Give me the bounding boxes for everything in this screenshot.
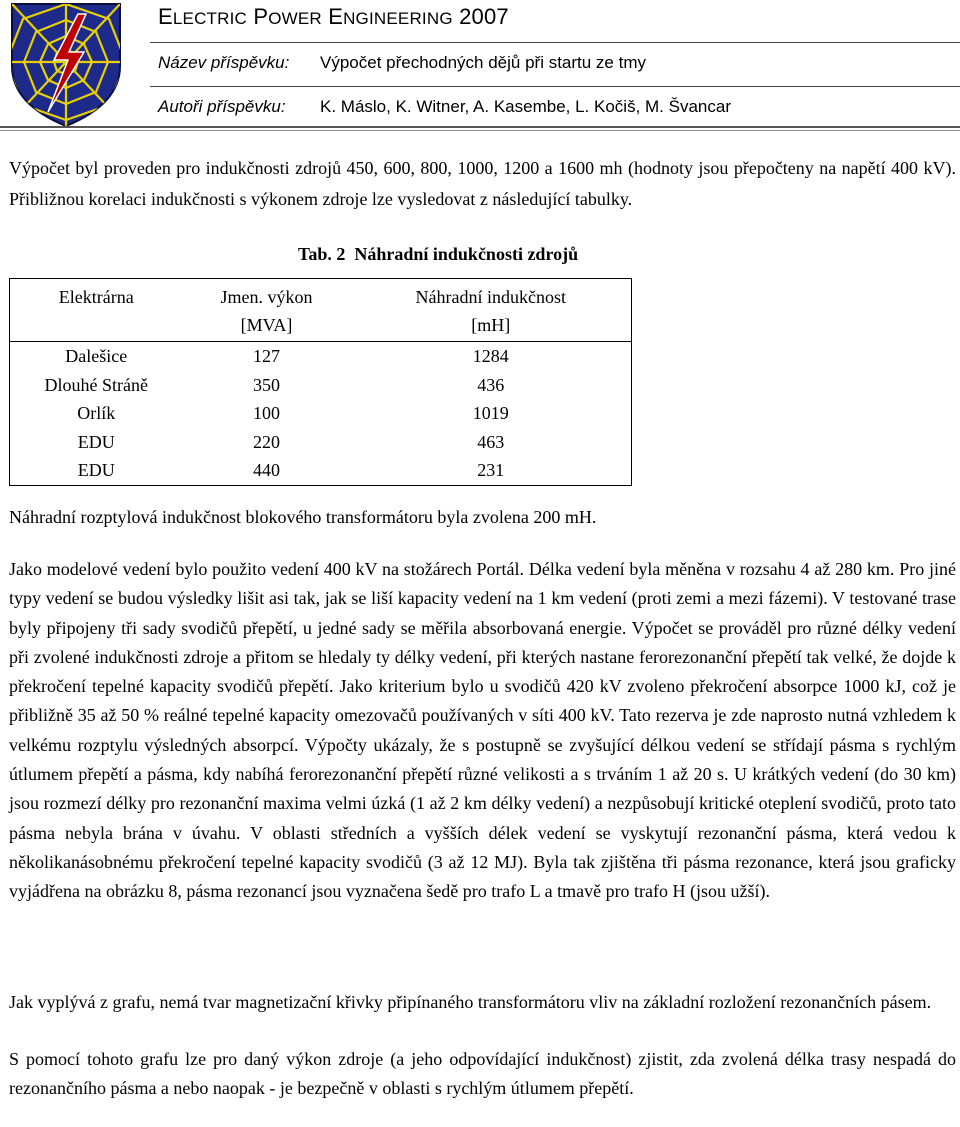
table-cell: 127 — [253, 346, 280, 366]
table-row — [10, 456, 632, 485]
paper-title: Výpočet přechodných dějů při startu ze tmy — [320, 53, 646, 72]
column-header-unit: [mH] — [471, 315, 511, 335]
table-row — [10, 428, 632, 457]
column-header-rated-power — [183, 279, 351, 342]
column-header-unit: [MVA] — [240, 315, 293, 335]
paper-title-label: Název příspěvku: — [158, 53, 290, 72]
table-cell: 440 — [253, 460, 280, 480]
table-cell: 231 — [477, 460, 505, 480]
column-header-line: Elektrárna — [58, 287, 134, 307]
table-cell: 1284 — [472, 346, 509, 366]
column-header-inductance — [351, 279, 632, 342]
table-header-row — [10, 279, 632, 342]
source-inductance-table — [9, 278, 632, 486]
column-header-line — [10, 311, 183, 339]
paragraph-graph-note: Jak vyplývá z grafu, nemá tvar magnetizační křivky připínaného transformátoru vliv na základní rozložení rezonančních pásem. — [9, 992, 932, 1012]
table-caption-text: Náhradní indukčnosti zdrojů — [354, 244, 579, 264]
conference-title: ELECTRIC POWER ENGINEERING 2007 — [158, 4, 509, 29]
table-cell: Orlík — [77, 403, 116, 423]
table-cell: 463 — [477, 431, 505, 452]
paragraph-conclusion: S pomocí tohoto grafu lze pro daný výkon zdroje (a jeho odpovídající indukčnost) zjistit, zda zvolená délka trasy nespadá do rezonančního pásma a nebo naopak - je bezpečně v oblasti s rychlým útlumem přepětí. — [9, 1049, 956, 1099]
table-cell: Dlouhé Stráně — [44, 374, 148, 395]
column-header-plant — [10, 279, 183, 342]
table-row — [10, 399, 632, 428]
spiderweb-lightning-shield-logo — [6, 0, 126, 128]
header-bottom-rule — [0, 126, 960, 128]
header-divider — [150, 42, 960, 43]
table-cell: EDU — [77, 460, 115, 480]
authors-label: Autoři příspěvku: — [158, 97, 286, 116]
authors: K. Máslo, K. Witner, A. Kasembe, L. Kočiš, M. Švancar — [320, 97, 731, 116]
table-row — [10, 371, 632, 400]
table-cell: 220 — [253, 431, 280, 452]
column-header-line: Jmen. výkon — [220, 287, 313, 307]
table-cell: 350 — [253, 374, 280, 395]
table-cell: 436 — [477, 374, 505, 395]
header-bottom-rule — [0, 130, 960, 131]
authors-row — [158, 97, 731, 117]
table-cell: Dalešice — [65, 346, 128, 366]
table-row — [10, 342, 632, 371]
paragraph-leakage-inductance: Náhradní rozptylová indukčnost blokového transformátoru byla zvolena 200 mH. — [9, 507, 597, 527]
column-header-line: Náhradní indukčnost — [415, 287, 566, 307]
table-cell: 1019 — [472, 403, 509, 423]
page-header — [0, 0, 960, 130]
table-cell: EDU — [77, 431, 115, 452]
table-caption — [298, 244, 578, 265]
paper-title-row — [158, 53, 646, 73]
paragraph-method: Jako modelové vedení bylo použito vedení 400 kV na stožárech Portál. Délka vedení byla měněna v rozsahu 4 až 280 km. Pro jiné typy vedení se budou výsledky lišit asi tak, jak se liší kapacity vedení na 1 km vedení (proti zemi a mezi fázemi). V testované trase byly připojeny tři sady svodičů přepětí, u jedné sady se měřila absorbovaná energie. Výpočet se prováděl pro různé délky vedení při zvolené indukčnosti zdroje a přitom se hledaly ty délky vedení, při kterých nastane ferorezonanční přepětí tak velké, že dojde k překročení tepelné kapacity svodičů přepětí. Jako kriterium bylo u svodičů 420 kV zvoleno překročení absorpce 1000 kJ, což je přibližně 35 až 50 % reálné tepelné kapacity omezovačů používaných v síti 400 kV. Tato rezerva je zde naprosto nutná vzhledem k velkému rozptylu výsledných absorpcí. Výpočty ukázaly, že s postupně se zvyšující délkou vedení se střídají pásma s rychlým útlumem přepětí a pásma, kdy nabíhá ferorezonanční přepětí různé velikosti a s trváním 1 až 20 s. U krátkých vedení (do 30 km) jsou rozmezí délky pro rezonanční maxima velmi úzká (1 až 2 km délky vedení) a nezpůsobují kritické oteplení svodičů, proto tato pásma nebyla brána v úvahu. V oblasti středních a vyšších délek vedení se vyskytují rezonanční pásma, která vedou k několikanásobnému překročení tepelné kapacity svodičů (3 až 12 MJ). Byla tak zjištěna tři pásma rezonance, která jsou graficky vyjádřena na obrázku 8, pásma rezonancí jsou vyznačena šedě pro trafo L a tmavě pro trafo H (jsou užší). — [9, 559, 956, 902]
table-cell: 100 — [253, 403, 280, 423]
header-divider — [150, 86, 960, 87]
paragraph-intro: Výpočet byl proveden pro indukčnosti zdrojů 450, 600, 800, 1000, 1200 a 1600 mh (hodnoty jsou přepočteny na napětí 400 kV). Přibližnou korelaci indukčnosti s výkonem zdroje lze vysledovat z následující tabulky. — [9, 158, 956, 209]
table-caption-label: Tab. 2 — [298, 244, 346, 264]
